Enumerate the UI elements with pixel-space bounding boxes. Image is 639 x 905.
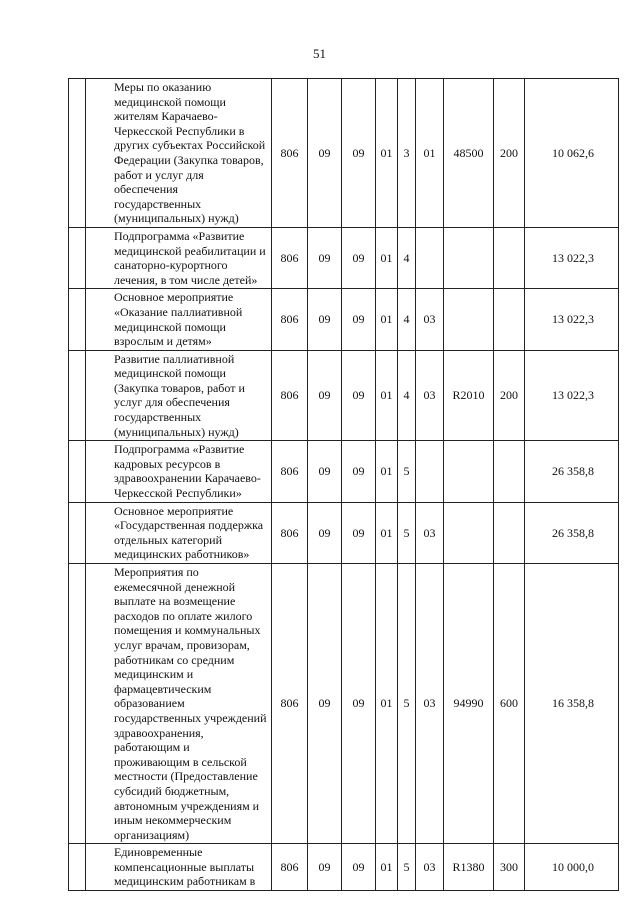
department-code: 806 [272,844,308,891]
expense-name: Меры по оказанию медицинской помощи жителям Карачаево-Черкесской Республики в других субъектах Российской Федерации (Закупка товаров, работ и услуг для обеспечения государственных (муниципальных) нужд) [86,79,272,228]
department-code: 806 [272,441,308,502]
program-code: 01 [376,289,398,350]
expense-name: Мероприятия по ежемесячной денежной выплате на возмещение расходов по оплате жилого помещения и коммунальных услуг врачам, провизорам, работникам со средним медицинским и фармацевтическим образованием государственных учреждений здравоохранения, работающим и проживающим в сельской местности (Предоставление субсидий бюджетным, автономным учреждениям и иным некоммерческим организациям) [86,564,272,844]
program-code: 01 [376,227,398,288]
table-row [69,441,619,502]
budget-table [68,78,619,891]
program-code: 01 [376,79,398,228]
program-code: 01 [376,844,398,891]
expense-type-code [494,441,525,502]
section-code: 09 [308,502,342,563]
expense-name: Основное мероприятие «Государственная поддержка отдельных категорий медицинских работников» [86,502,272,563]
amount: 10 000,0 [525,844,619,891]
activity-code: 03 [416,289,444,350]
row-index-cell [69,844,86,891]
subprogram-code: 5 [398,844,416,891]
expense-name: Основное мероприятие «Оказание паллиативной медицинской помощи взрослым и детям» [86,289,272,350]
direction-code: 48500 [444,79,494,228]
section-code: 09 [308,289,342,350]
subsection-code: 09 [342,502,376,563]
row-index-cell [69,564,86,844]
amount: 13 022,3 [525,227,619,288]
section-code: 09 [308,844,342,891]
section-code: 09 [308,564,342,844]
subsection-code: 09 [342,564,376,844]
subsection-code: 09 [342,441,376,502]
row-index-cell [69,350,86,441]
subsection-code: 09 [342,350,376,441]
subsection-code: 09 [342,79,376,228]
subprogram-code: 4 [398,350,416,441]
amount: 13 022,3 [525,289,619,350]
program-code: 01 [376,502,398,563]
subprogram-code: 5 [398,564,416,844]
expense-type-code: 200 [494,350,525,441]
activity-code [416,441,444,502]
row-index-cell [69,502,86,563]
amount: 26 358,8 [525,441,619,502]
subprogram-code: 5 [398,502,416,563]
activity-code: 03 [416,564,444,844]
direction-code: R2010 [444,350,494,441]
subprogram-code: 4 [398,289,416,350]
direction-code [444,502,494,563]
direction-code: R1380 [444,844,494,891]
table-row [69,289,619,350]
expense-type-code [494,227,525,288]
direction-code [444,441,494,502]
department-code: 806 [272,350,308,441]
row-index-cell [69,441,86,502]
activity-code: 01 [416,79,444,228]
program-code: 01 [376,350,398,441]
direction-code [444,289,494,350]
program-code: 01 [376,564,398,844]
department-code: 806 [272,502,308,563]
activity-code [416,227,444,288]
expense-type-code: 300 [494,844,525,891]
table-row [69,844,619,891]
expense-name: Развитие паллиативной медицинской помощи (Закупка товаров, работ и услуг для обеспечения государственных (муниципальных) нужд) [86,350,272,441]
subprogram-code: 4 [398,227,416,288]
amount: 13 022,3 [525,350,619,441]
expense-name: Единовременные компенсационные выплаты медицинским работникам в [86,844,272,891]
table-row [69,227,619,288]
subsection-code: 09 [342,289,376,350]
program-code: 01 [376,441,398,502]
department-code: 806 [272,564,308,844]
section-code: 09 [308,441,342,502]
department-code: 806 [272,79,308,228]
table-row [69,350,619,441]
expense-type-code [494,502,525,563]
row-index-cell [69,289,86,350]
amount: 26 358,8 [525,502,619,563]
expense-type-code [494,289,525,350]
row-index-cell [69,227,86,288]
subprogram-code: 5 [398,441,416,502]
table-row [69,79,619,228]
department-code: 806 [272,289,308,350]
subprogram-code: 3 [398,79,416,228]
activity-code: 03 [416,502,444,563]
subsection-code: 09 [342,844,376,891]
expense-type-code: 200 [494,79,525,228]
section-code: 09 [308,79,342,228]
expense-name: Подпрограмма «Развитие медицинской реабилитации и санаторно-курортного лечения, в том числе детей» [86,227,272,288]
table-row [69,564,619,844]
direction-code [444,227,494,288]
section-code: 09 [308,350,342,441]
section-code: 09 [308,227,342,288]
row-index-cell [69,79,86,228]
department-code: 806 [272,227,308,288]
table-row [69,502,619,563]
expense-name: Подпрограмма «Развитие кадровых ресурсов в здравоохранении Карачаево-Черкесской Республики» [86,441,272,502]
activity-code: 03 [416,844,444,891]
activity-code: 03 [416,350,444,441]
amount: 10 062,6 [525,79,619,228]
amount: 16 358,8 [525,564,619,844]
subsection-code: 09 [342,227,376,288]
direction-code: 94990 [444,564,494,844]
expense-type-code: 600 [494,564,525,844]
page-number: 51 [313,46,326,61]
